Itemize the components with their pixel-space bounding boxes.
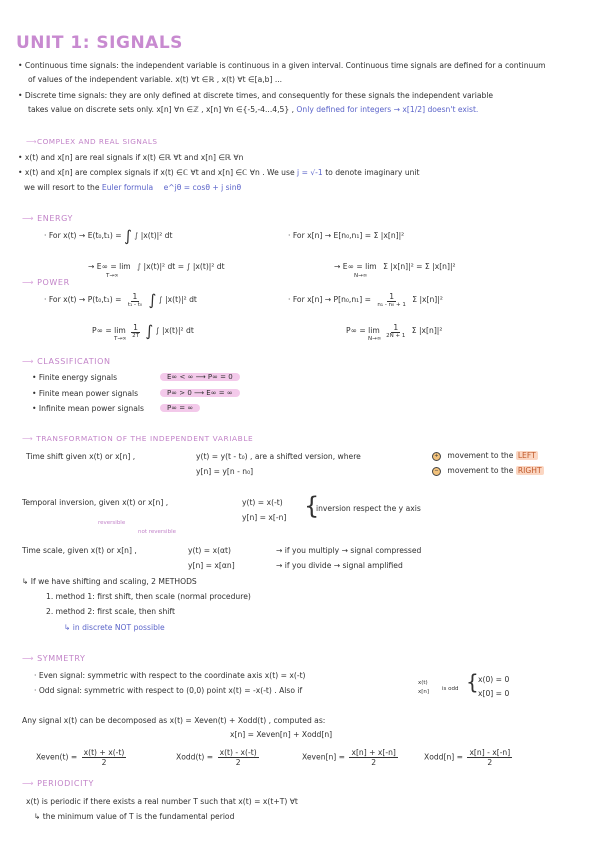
imaginary-unit: j = √-1 [297, 168, 323, 177]
time-scale-divide: → if you divide → signal amplified [276, 561, 403, 570]
power-dt-inf-sub: N→∞ [368, 336, 382, 342]
energy-ct-limit [88, 262, 225, 279]
integral-sign: ∫ [148, 291, 157, 309]
class-tag-finite-energy: E∞ < ∞ ⟶ P∞ = 0 [160, 373, 240, 381]
energy-dt-limit [334, 262, 456, 279]
two-methods: ↳ If we have shifting and scaling, 2 METHODS [22, 577, 197, 586]
method-2-note: ↳ in discrete NOT possible [64, 623, 165, 632]
class-tag-finite-power: P∞ > 0 ⟶ E∞ = ∞ [160, 389, 240, 397]
dt-definition-line2 [28, 105, 478, 114]
not-reversible-label: not reversible [138, 529, 176, 535]
periodicity-def: x(t) is periodic if there exists a real number T such that x(t) = x(t+T) ∀t [26, 797, 298, 806]
power-ct-inf-frac: $\frac{1}{2T}$ [132, 323, 139, 339]
class-item-infinite-power: • Infinite mean power signals [32, 404, 144, 413]
power-dt-label: · For x[n] → P[n₀,n₁] = [288, 295, 371, 304]
odd-x-ct: x(t) [418, 680, 428, 686]
energy-ct-lim-label: → E∞ = lim [88, 262, 131, 271]
periodicity-heading: ⟶ PERIODICITY [22, 779, 95, 788]
odd-cond-ct: x(0) = 0 [478, 675, 510, 684]
time-shift-ct: y(t) = y(t - t₀) , are a shifted version, where [196, 452, 361, 461]
energy-dt-label: · For x[n] → E[n₀,n₁] = [288, 231, 372, 240]
class-tag-infinite-power: P∞ = ∞ [160, 404, 200, 412]
euler-intro: we will resort to the [24, 183, 100, 192]
power-ct-frac: $\frac{1}{\text{t₁ - t₀}}$ [127, 292, 143, 308]
time-scale-ct: y(t) = x(αt) [188, 546, 231, 555]
euler-line [24, 183, 241, 192]
time-shift-dt: y[n] = y[n - n₀] [196, 467, 254, 476]
odd-x-dt: x[n] [418, 689, 430, 695]
symmetry-heading: ⟶ SYMMETRY [22, 654, 86, 663]
method-1: 1. method 1: first shift, then scale (normal procedure) [46, 592, 251, 601]
dt-definition-text: takes value on discrete sets only. x[n] ∀n ∈ℤ , x[n] ∀n ∈{-5,-4...4,5} , [28, 105, 294, 114]
energy-dt-lim-expr: Σ |x[n]|² = Σ |x[n]|² [383, 262, 456, 271]
power-dt-inf-frac: $\frac{1}{2N + 1}$ [386, 323, 406, 339]
brace-icon: { [304, 492, 320, 520]
power-ct-inf-sub: T→∞ [114, 336, 127, 342]
inversion-note: inversion respect the y axis [316, 504, 421, 513]
euler-name: Euler formula [101, 183, 154, 192]
xodd-t-formula: Xodd(t) = $\frac{x(t) - x(-t)}{2}$ [176, 748, 257, 767]
minus-circle-icon: − [432, 467, 441, 476]
power-dt-def [288, 292, 443, 308]
inversion-ct: y(t) = x(-t) [242, 498, 283, 507]
ct-definition-line1: • Continuous time signals: the independent variable is continuous in a given interval. Continuous time signals are defined for a continuum [18, 61, 546, 70]
energy-dt-def [288, 231, 404, 240]
right-word: RIGHT [517, 466, 542, 475]
dt-definition-line1: • Discrete time signals: they are only defined at discrete times, and consequently for these signals the independent variable [18, 91, 494, 100]
left-word: LEFT [517, 451, 536, 460]
fundamental-period: ↳ the minimum value of T is the fundamental period [34, 812, 235, 821]
inversion-given: Temporal inversion, given x(t) or x[n] , [22, 498, 169, 507]
page-title: UNIT 1: SIGNALS [16, 33, 183, 53]
even-signal-def: · Even signal: symmetric with respect to the coordinate axis x(t) = x(-t) [34, 671, 306, 680]
method-2: 2. method 2: first scale, then shift [46, 607, 175, 616]
power-dt-expr: Σ |x[n]|² [412, 295, 443, 304]
complex-signals-line [18, 168, 420, 177]
power-ct-def [44, 292, 197, 308]
classification-heading: ⟶ CLASSIFICATION [22, 357, 111, 366]
energy-dt-lim-sub: N→∞ [354, 273, 368, 279]
time-shift-given: Time shift given x(t) or x[n] , [26, 452, 136, 461]
time-scale-given: Time scale, given x(t) or x[n] , [22, 546, 137, 555]
energy-heading: ⟶ ENERGY [22, 214, 74, 223]
complex-signals-text: • x(t) and x[n] are complex signals if x(t) ∈ℂ ∀t and x[n] ∈ℂ ∀n . We use [18, 168, 295, 177]
xeven-t-formula: Xeven(t) = $\frac{x(t) + x(-t)}{2}$ [36, 748, 125, 767]
class-item-finite-power: • Finite mean power signals [32, 389, 139, 398]
power-dt-limit [346, 323, 443, 342]
complex-signals-text-end: to denote imaginary unit [325, 168, 420, 177]
dt-definition-note: Only defined for integers → x[1/2] doesn't exist. [296, 105, 479, 114]
power-dt-frac: $\frac{1}{\text{n₁ - n₀ + 1}}$ [377, 292, 406, 308]
energy-ct-lim-expr: ∫ |x(t)|² dt = ∫ |x(t)|² dt [137, 262, 225, 271]
shift-right-note: − movement to the RIGHT [432, 466, 544, 476]
complex-heading: ⟶COMPLEX AND REAL SIGNALS [26, 137, 158, 146]
energy-ct-label: · For x(t) → E(t₀,t₁) = [44, 231, 122, 240]
xodd-n-formula: Xodd[n] = $\frac{x[n] - x[-n]}{2}$ [424, 748, 511, 767]
brace-icon-odd: { [466, 670, 479, 694]
power-ct-inf-label: P∞ = lim [92, 326, 126, 335]
integral-sign: ∫ [145, 322, 154, 340]
shift-left-note: + movement to the LEFT [432, 451, 538, 461]
class-item-finite-energy: • Finite energy signals [32, 373, 118, 382]
power-ct-expr: ∫ |x(t)|² dt [158, 295, 197, 304]
power-ct-label: · For x(t) → P(t₀,t₁) = [44, 295, 122, 304]
power-heading: ⟶ POWER [22, 278, 70, 287]
xeven-n-formula: Xeven[n] = $\frac{x[n] + x[-n]}{2}$ [302, 748, 396, 767]
plus-circle-icon: + [432, 452, 441, 461]
odd-is: is odd [442, 686, 459, 692]
reversible-label: reversible [98, 520, 126, 526]
energy-ct-def [44, 227, 173, 245]
time-scale-dt: y[n] = x[αn] [188, 561, 235, 570]
integral-sign: ∫ [124, 227, 132, 245]
real-signals-line: • x(t) and x[n] are real signals if x(t) ∈ℝ ∀t and x[n] ∈ℝ ∀n [18, 153, 244, 162]
time-scale-multiply: → if you multiply → signal compressed [276, 546, 422, 555]
odd-signal-def: · Odd signal: symmetric with respect to (0,0) point x(t) = -x(-t) . Also if [34, 686, 303, 695]
power-ct-limit [92, 322, 194, 342]
energy-dt-lim-label: → E∞ = lim [334, 262, 377, 271]
decomposition-line: Any signal x(t) can be decomposed as x(t) = Xeven(t) + Xodd(t) , computed as: [22, 716, 326, 725]
energy-ct-expr: ∫ |x(t)|² dt [134, 231, 173, 240]
transformation-heading: ⟶ TRANSFORMATION OF THE INDEPENDENT VARIABLE [22, 434, 254, 443]
inversion-dt: y[n] = x[-n] [242, 513, 287, 522]
power-dt-inf-label: P∞ = lim [346, 326, 380, 335]
energy-ct-lim-sub: T→∞ [106, 273, 119, 279]
decomposition-dt: x[n] = Xeven[n] + Xodd[n] [230, 730, 333, 739]
energy-dt-expr: Σ |x[n]|² [373, 231, 405, 240]
odd-cond-dt: x[0] = 0 [478, 689, 510, 698]
power-dt-inf-expr: Σ |x[n]|² [411, 326, 443, 335]
euler-formula: e^jθ = cosθ + j sinθ [163, 183, 242, 192]
ct-definition-line2: of values of the independent variable. x(t) ∀t ∈ℝ , x(t) ∀t ∈[a,b] ... [28, 75, 283, 84]
power-ct-inf-expr: ∫ |x(t)|² dt [155, 326, 194, 335]
